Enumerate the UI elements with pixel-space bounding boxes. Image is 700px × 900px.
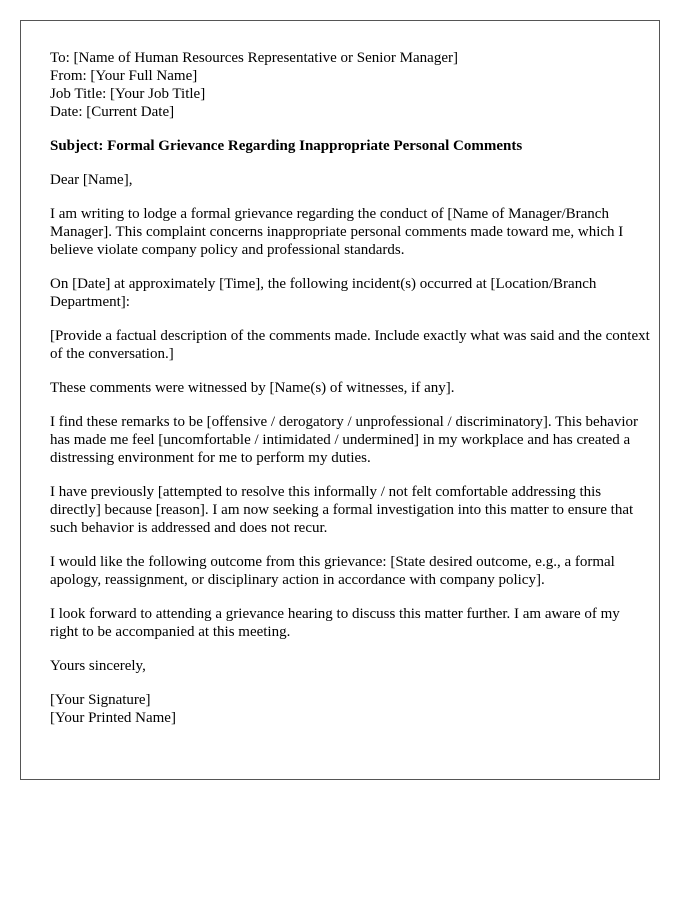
paragraph-description: [Provide a factual description of the comments made. Include exactly what was said and the context of the conversation.] (50, 328, 650, 362)
date-line: Date: [Current Date] (50, 104, 175, 120)
paragraph-prior-attempts: I have previously [attempted to resolve this informally / not felt comfortable addressing this directly] because [reason]. I am now seeking a formal investigation into this matter to ensure that such behavior is addressed and does not recur. (50, 484, 634, 536)
paragraph-desired-outcome: I would like the following outcome from this grievance: [State desired outcome, e.g., a formal apology, reassignment, or disciplinary action in accordance with company policy]. (50, 554, 615, 588)
printed-name-line: [Your Printed Name] (50, 710, 176, 726)
letter-frame (20, 20, 660, 780)
job-title-line: Job Title: [Your Job Title] (50, 86, 206, 102)
subject-line: Subject: Formal Grievance Regarding Inappropriate Personal Comments (50, 138, 523, 154)
paragraph-intro: I am writing to lodge a formal grievance regarding the conduct of [Name of Manager/Branch Manager]. This complaint concerns inappropriate personal comments made toward me, which I believe violate company policy and professional standards. (50, 206, 624, 258)
paragraph-hearing: I look forward to attending a grievance hearing to discuss this matter further. I am aware of my right to be accompanied at this meeting. (50, 606, 620, 640)
signature-line: [Your Signature] (50, 692, 151, 708)
from-line: From: [Your Full Name] (50, 68, 198, 84)
closing: Yours sincerely, (50, 658, 146, 674)
to-line: To: [Name of Human Resources Representative or Senior Manager] (50, 50, 458, 66)
paragraph-witnesses: These comments were witnessed by [Name(s) of witnesses, if any]. (50, 380, 455, 396)
paragraph-impact: I find these remarks to be [offensive / derogatory / unprofessional / discriminatory]. This behavior has made me feel [uncomfortable / intimidated / undermined] in my workplace and has created a distressing environment for me to perform my duties. (50, 414, 639, 466)
salutation: Dear [Name], (50, 172, 133, 188)
letter-body (50, 49, 650, 727)
paragraph-incident-date: On [Date] at approximately [Time], the following incident(s) occurred at [Location/Branch Department]: (50, 276, 597, 310)
signature-block (50, 691, 650, 727)
letter-header (50, 49, 650, 121)
